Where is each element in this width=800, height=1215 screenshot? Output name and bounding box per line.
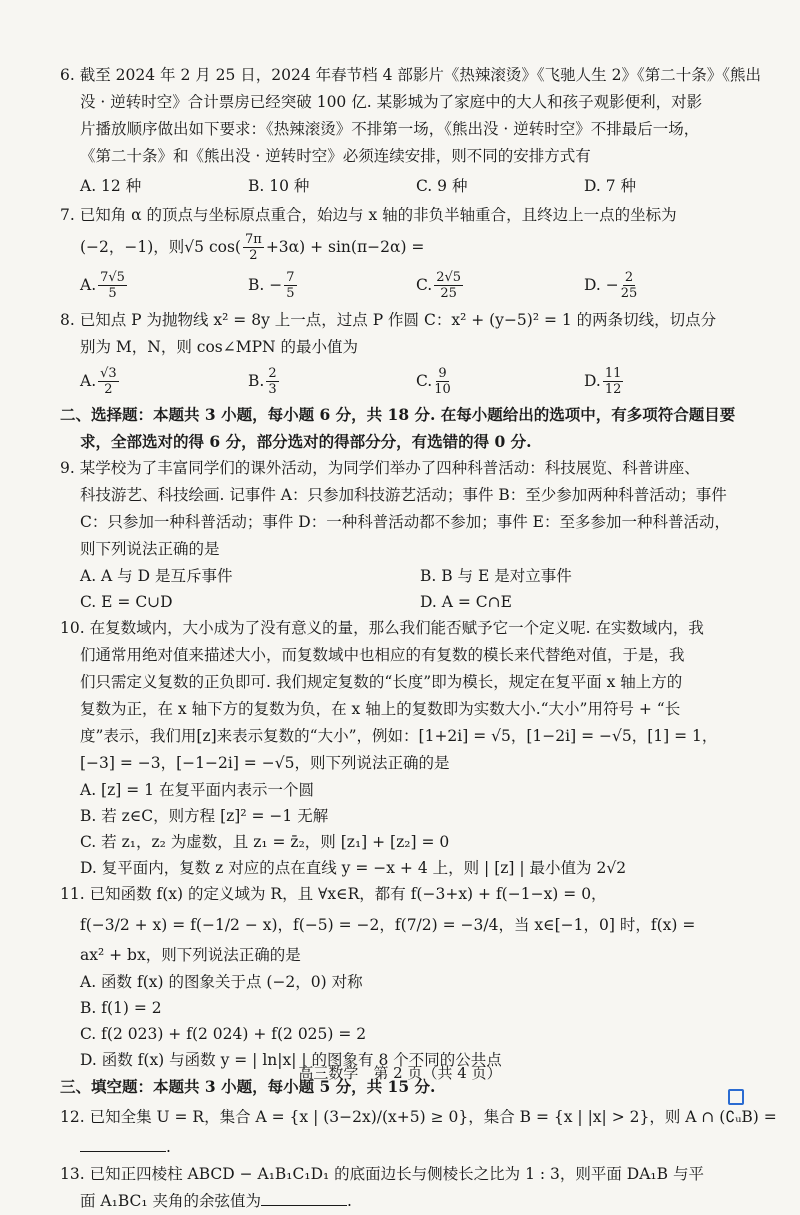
option-a: [60, 270, 228, 301]
question-10-line: 们通常用绝对值来描述大小，而复数域中也相应的有复数的模长来代替绝对值，于是，我: [80, 646, 685, 664]
period: .: [347, 1192, 352, 1210]
fraction-denominator: 3: [268, 381, 277, 397]
fraction-numerator: 7√5: [100, 269, 125, 285]
question-8-line: 别为 M，N，则 cos∠MPN 的最小值为: [80, 338, 359, 356]
section-heading-line: 求，全部选对的得 6 分，部分选对的得部分分，有选错的得 0 分.: [80, 432, 532, 451]
question-10-line: 们只需定义复数的正负即可. 我们规定复数的“长度”即为模长，规定在复平面 x 轴上方的: [80, 673, 683, 691]
question-10: [60, 615, 752, 881]
fraction-denominator: 25: [620, 285, 638, 301]
fraction-numerator: 9: [438, 365, 447, 381]
option-a: A. 12 种: [80, 177, 142, 195]
question-11-options: [60, 969, 752, 1073]
fraction-numerator: 7: [286, 269, 295, 285]
fraction: [603, 366, 624, 397]
fraction-numerator: 2: [624, 269, 634, 285]
fraction: [434, 270, 463, 301]
question-13-text: 面 A₁BC₁ 夹角的余弦值为: [80, 1192, 262, 1210]
section-3-heading: 三、填空题：本题共 3 小题，每小题 5 分，共 15 分.: [60, 1077, 436, 1096]
option-d: D. A = C∩E: [420, 593, 512, 611]
fraction-denominator: 5: [108, 285, 117, 301]
section-2-heading: [60, 401, 752, 455]
fraction-numerator: 2: [268, 365, 277, 381]
fraction-denominator: 25: [440, 285, 457, 301]
option-a: A. A 与 D 是互斥事件: [80, 567, 233, 585]
page-footer: 高三数学 第 2 页（共 4 页）: [298, 1064, 502, 1082]
qr-icon: [728, 1089, 744, 1105]
option-d: [564, 366, 732, 397]
scanner-watermark: [728, 1089, 747, 1105]
expression-part: +3α) + sin(π−2α) =: [265, 237, 425, 256]
option-c: [396, 366, 564, 397]
question-8-options: [60, 361, 752, 401]
option-label: D. −: [584, 276, 619, 294]
option-label: B. −: [248, 276, 283, 294]
question-9-line: 9. 某学校为了丰富同学们的课外活动，为同学们举办了四种科普活动：科技展览、科普讲座、: [60, 459, 700, 477]
question-10-options: [60, 777, 752, 881]
question-7-expression: [60, 229, 752, 265]
fraction-denominator: 12: [604, 381, 622, 397]
question-10-line: 10. 在复数域内，大小成为了没有意义的量，那么我们能否赋予它一个定义呢. 在实数域内，我: [60, 619, 704, 637]
question-13-line: [60, 1188, 752, 1215]
question-7: [60, 202, 752, 305]
question-6-line: 6. 截至 2024 年 2 月 25 日，2024 年春节档 4 部影片《热辣滚烫》《飞驰人生 2》《第二十条》《熊出: [60, 66, 761, 84]
fraction-denominator: 2: [104, 381, 113, 397]
option-c: C. 9 种: [416, 177, 468, 195]
fraction-denominator: 10: [434, 381, 451, 397]
option-label: C.: [416, 372, 433, 390]
question-10-line: 度”表示，我们用[z]来表示复数的“大小”，例如：[1+2i] = √5，[1−2i] = −√5，[1] = 1，: [80, 727, 718, 745]
fraction-denominator: 2: [249, 247, 258, 263]
question-13-line: 13. 已知正四棱柱 ABCD − A₁B₁C₁D₁ 的底面边长与侧棱长之比为 1 : 3，则平面 DA₁B 与平: [60, 1165, 704, 1183]
question-9-line: 科技游艺、科技绘画. 记事件 A：只参加科技游艺活动；事件 B：至少参加两种科普活动；事件: [80, 486, 727, 504]
question-11: [60, 881, 752, 1073]
option-d: D. 复平面内，复数 z 对应的点在直线 y = −x + 4 上，则 | [z] | 最小值为 2√2: [80, 859, 627, 877]
question-9-options: [60, 563, 752, 589]
question-8-line: 8. 已知点 P 为抛物线 x² = 8y 上一点，过点 P 作圆 C：x² + (y−5)² = 1 的两条切线，切点分: [60, 311, 717, 329]
option-b: [228, 366, 396, 397]
fraction-numerator: √3: [100, 365, 117, 381]
question-9-line: 则下列说法正确的是: [80, 540, 220, 558]
question-10-line: 复数为正，在 x 轴下方的复数为负，在 x 轴上的复数即为实数大小.“大小”用符号 + “长: [80, 700, 681, 718]
option-a: [60, 366, 228, 397]
exam-page: [60, 62, 777, 1215]
question-6-line: 片播放顺序做出如下要求：《热辣滚烫》不排第一场，《熊出没 · 逆转时空》不排最后一场，: [80, 120, 700, 138]
fraction-numerator: 7π: [244, 231, 262, 247]
section-heading-line: 二、选择题：本题共 3 小题，每小题 6 分，共 18 分. 在每小题给出的选项中，有多项符合题目要: [60, 405, 736, 424]
fraction: [284, 270, 296, 301]
question-11-line: f(−3/2 + x) = f(−1/2 − x)，f(−5) = −2，f(7/2) = −3/4，当 x∈[−1，0] 时，f(x) =: [80, 916, 696, 934]
answer-blank[interactable]: [80, 1137, 166, 1152]
option-label: C.: [416, 276, 433, 294]
question-11-line: ax² + bx，则下列说法正确的是: [80, 946, 301, 964]
question-12-answer-line: [60, 1134, 752, 1161]
fraction: [243, 232, 264, 263]
option-b: B. 若 z∈C，则方程 [z]² = −1 无解: [80, 807, 329, 825]
question-7-line: 7. 已知角 α 的顶点与坐标原点重合，始边与 x 轴的非负半轴重合，且终边上一点的坐标为: [60, 206, 677, 224]
fraction: [98, 366, 119, 397]
option-b: B. 10 种: [248, 177, 310, 195]
period: .: [166, 1138, 171, 1156]
option-c: [396, 270, 564, 301]
option-label: A.: [80, 372, 97, 390]
answer-blank[interactable]: [261, 1191, 347, 1206]
fraction: [98, 270, 127, 301]
option-a: A. [z] = 1 在复平面内表示一个圆: [80, 781, 314, 799]
question-6-options: [60, 170, 752, 200]
question-6-line: 没 · 逆转时空》合计票房已经突破 100 亿. 某影城为了家庭中的大人和孩子观影便利，对影: [80, 93, 703, 111]
question-8: [60, 307, 752, 401]
option-b: B. B 与 E 是对立事件: [420, 567, 572, 585]
option-c: C. E = C∪D: [80, 593, 173, 611]
question-10-line: [−3] = −3，[−1−2i] = −√5，则下列说法正确的是: [80, 754, 450, 772]
question-12-line: 12. 已知全集 U = R，集合 A = {x | (3−2x)/(x+5) ≥ 0}，集合 B = {x | |x| > 2}，则 A ∩ (∁ᵤB) =: [60, 1108, 777, 1126]
fraction: [434, 366, 451, 397]
question-12: [60, 1100, 777, 1161]
option-label: A.: [80, 276, 97, 294]
fraction-numerator: 11: [604, 365, 622, 381]
option-b: B. f(1) = 2: [80, 999, 162, 1017]
option-d: D. 7 种: [584, 177, 637, 195]
fraction: [621, 270, 638, 301]
option-label: D.: [584, 372, 601, 390]
question-9-line: C：只参加一种科普活动；事件 D：一种科普活动都不参加；事件 E：至多参加一种科普活动，: [80, 513, 730, 531]
option-d: D. 函数 f(x) 与函数 y = | ln|x| | 的图象有 8 个不同的公共点: [80, 1051, 502, 1069]
fraction-numerator: 2√5: [436, 269, 462, 285]
option-c: C. 若 z₁，z₂ 为虚数，且 z₁ = z̄₂，则 [z₁] + [z₂] = 0: [80, 833, 450, 851]
expression-part: (−2，−1)，则√5 cos(: [80, 237, 241, 256]
option-label: B.: [248, 372, 265, 390]
question-6: [60, 62, 761, 200]
question-9-options: [60, 589, 752, 615]
question-9: [60, 455, 752, 615]
option-d: [564, 270, 732, 301]
fraction: [266, 366, 278, 397]
option-b: [228, 270, 396, 301]
fraction-denominator: 5: [286, 285, 295, 301]
question-13: [60, 1161, 752, 1215]
question-7-options: [60, 265, 752, 305]
question-6-line: 《第二十条》和《熊出没 · 逆转时空》必须连续安排，则不同的安排方式有: [80, 147, 591, 165]
option-c: C. f(2 023) + f(2 024) + f(2 025) = 2: [80, 1025, 367, 1043]
question-11-line: 11. 已知函数 f(x) 的定义域为 R，且 ∀x∈R，都有 f(−3+x) + f(−1−x) = 0，: [60, 885, 607, 903]
option-a: A. 函数 f(x) 的图象关于点 (−2，0) 对称: [80, 973, 363, 991]
